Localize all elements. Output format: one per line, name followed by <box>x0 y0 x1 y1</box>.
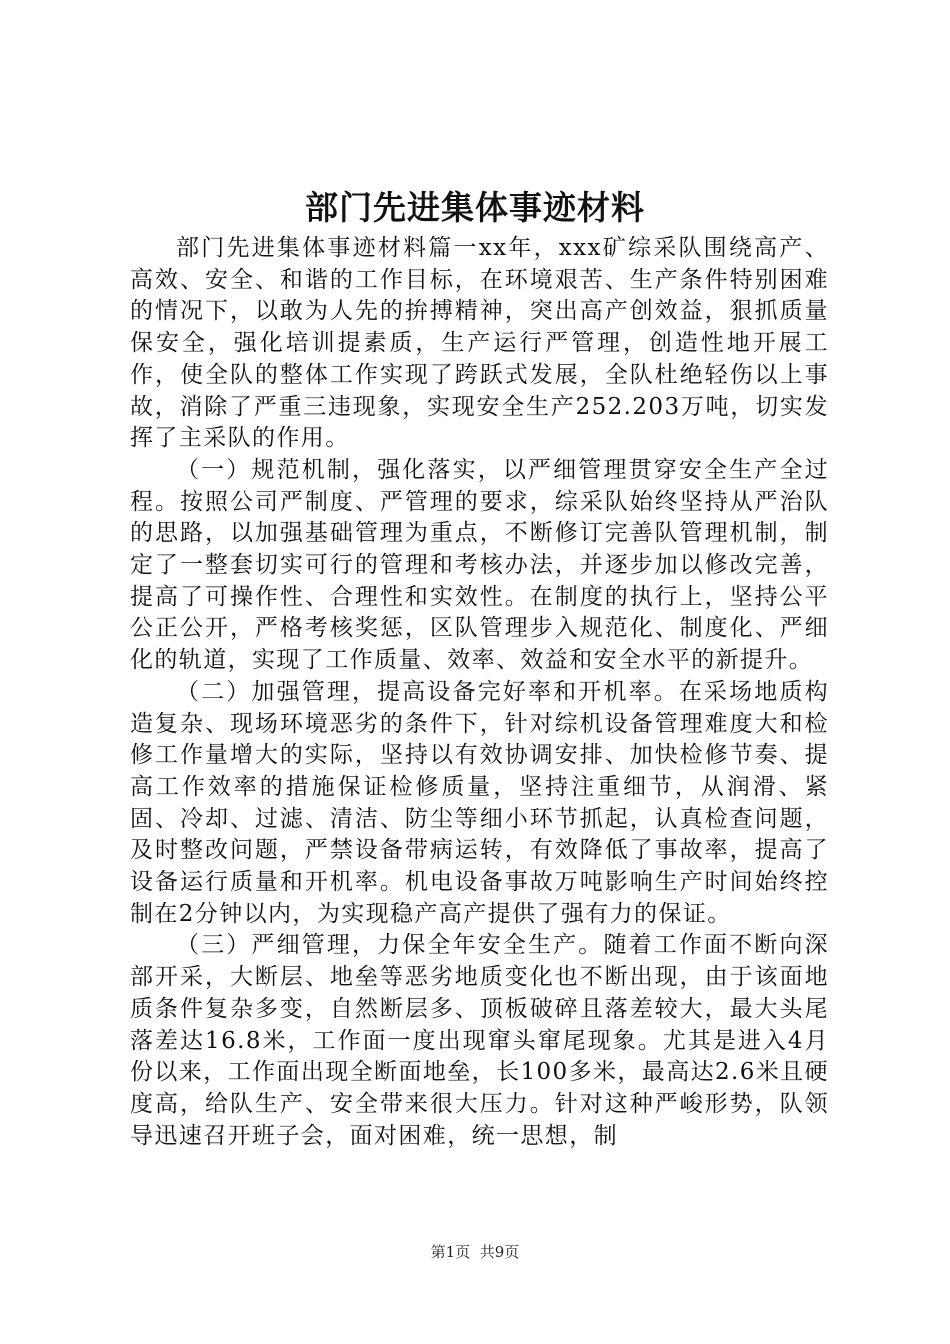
page-total: 共9页 <box>479 1243 520 1261</box>
footer-separator <box>470 1243 480 1261</box>
paragraph-3: （二）加强管理，提高设备完好率和开机率。在采场地质构造复杂、现场环境恶劣的条件下，针对综机设备管理难度大和检修工作量增大的实际，坚持以有效协调安排、加快检修节奏、提高工作效率的措施保证检修质量，坚持注重细节，从润滑、紧固、冷却、过滤、清洁、防尘等细小环节抓起，认真检查问题，及时整改问题，严禁设备带病运转，有效降低了事故率，提高了设备运行质量和开机率。机电设备事故万吨影响生产时间始终控制在2分钟以内，为实现稳产高产提供了强有力的保证。 <box>130 678 829 927</box>
paragraph-2: （一）规范机制，强化落实，以严细管理贯穿安全生产全过程。按照公司严制度、严管理的要求，综采队始终坚持从严治队的思路，以加强基础管理为重点，不断修订完善队管理机制，制定了一整套切实可行的管理和考核办法，并逐步加以修改完善，提高了可操作性、合理性和实效性。在制度的执行上，坚持公平公正公开，严格考核奖惩，区队管理步入规范化、制度化、严细化的轨道，实现了工作质量、效率、效益和安全水平的新提升。 <box>130 456 829 674</box>
page-number: 第1页 <box>430 1243 471 1261</box>
document-title: 部门先进集体事迹材料 <box>305 188 645 227</box>
page-footer <box>0 1242 950 1262</box>
paragraph-4: （三）严细管理，力保全年安全生产。随着工作面不断向深部开采，大断层、地垒等恶劣地质变化也不断出现，由于该面地质条件复杂多变，自然断层多、顶板破碎且落差较大，最大头尾落差达16.8米，工作面一度出现窜头窜尾现象。尤其是进入4月份以来，工作面出现全断面地垒，长100多米，最高达2.6米且硬度高，给队生产、安全带来很大压力。针对这种严峻形势，队领导迅速召开班子会，面对困难，统一思想，制 <box>130 932 829 1149</box>
document-body <box>130 233 829 1152</box>
paragraph-1: 部门先进集体事迹材料篇一xx年，xxx矿综采队围绕高产、高效、安全、和谐的工作目标，在环境艰苦、生产条件特别困难的情况下，以敢为人先的拚搏精神，突出高产创效益，狠抓质量保安全，强化培训提素质，生产运行严管理，创造性地开展工作，使全队的整体工作实现了跨跃式发展，全队杜绝轻伤以上事故，消除了严重三违现象，实现安全生产252.203万吨，切实发挥了主采队的作用。 <box>130 235 829 452</box>
